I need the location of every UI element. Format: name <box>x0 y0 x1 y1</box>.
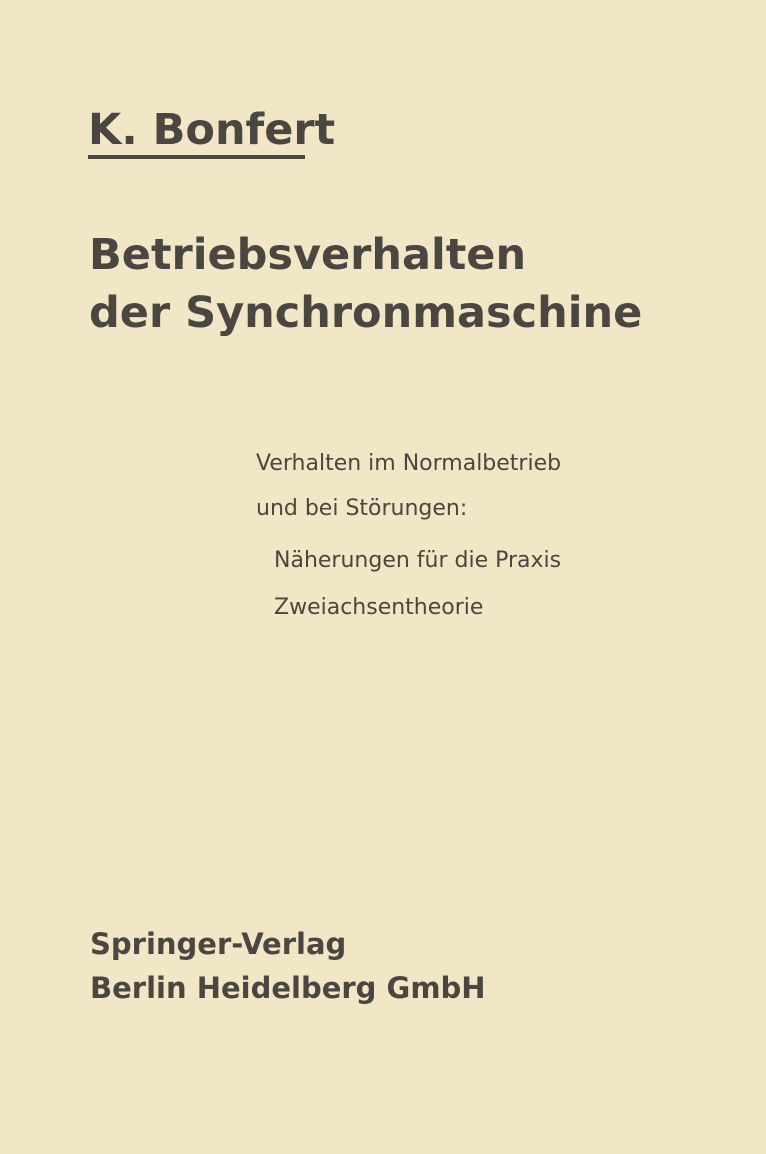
author-underline <box>88 155 305 159</box>
subtitle-line-2: und bei Störungen: <box>256 496 468 521</box>
author-name: K. Bonfert <box>88 105 336 155</box>
title-line-2: der Synchronmaschine <box>89 288 643 338</box>
publisher-location: Berlin Heidelberg GmbH <box>90 971 486 1005</box>
title-line-1: Betriebsverhalten <box>89 230 527 280</box>
publisher-name: Springer-Verlag <box>90 927 347 961</box>
subtitle-line-4: Zweiachsentheorie <box>274 595 484 620</box>
subtitle-line-1: Verhalten im Normalbetrieb <box>256 451 562 476</box>
publisher-block <box>90 922 486 1010</box>
subtitle-line-3: Näherungen für die Praxis <box>274 548 562 573</box>
book-title <box>89 226 642 342</box>
